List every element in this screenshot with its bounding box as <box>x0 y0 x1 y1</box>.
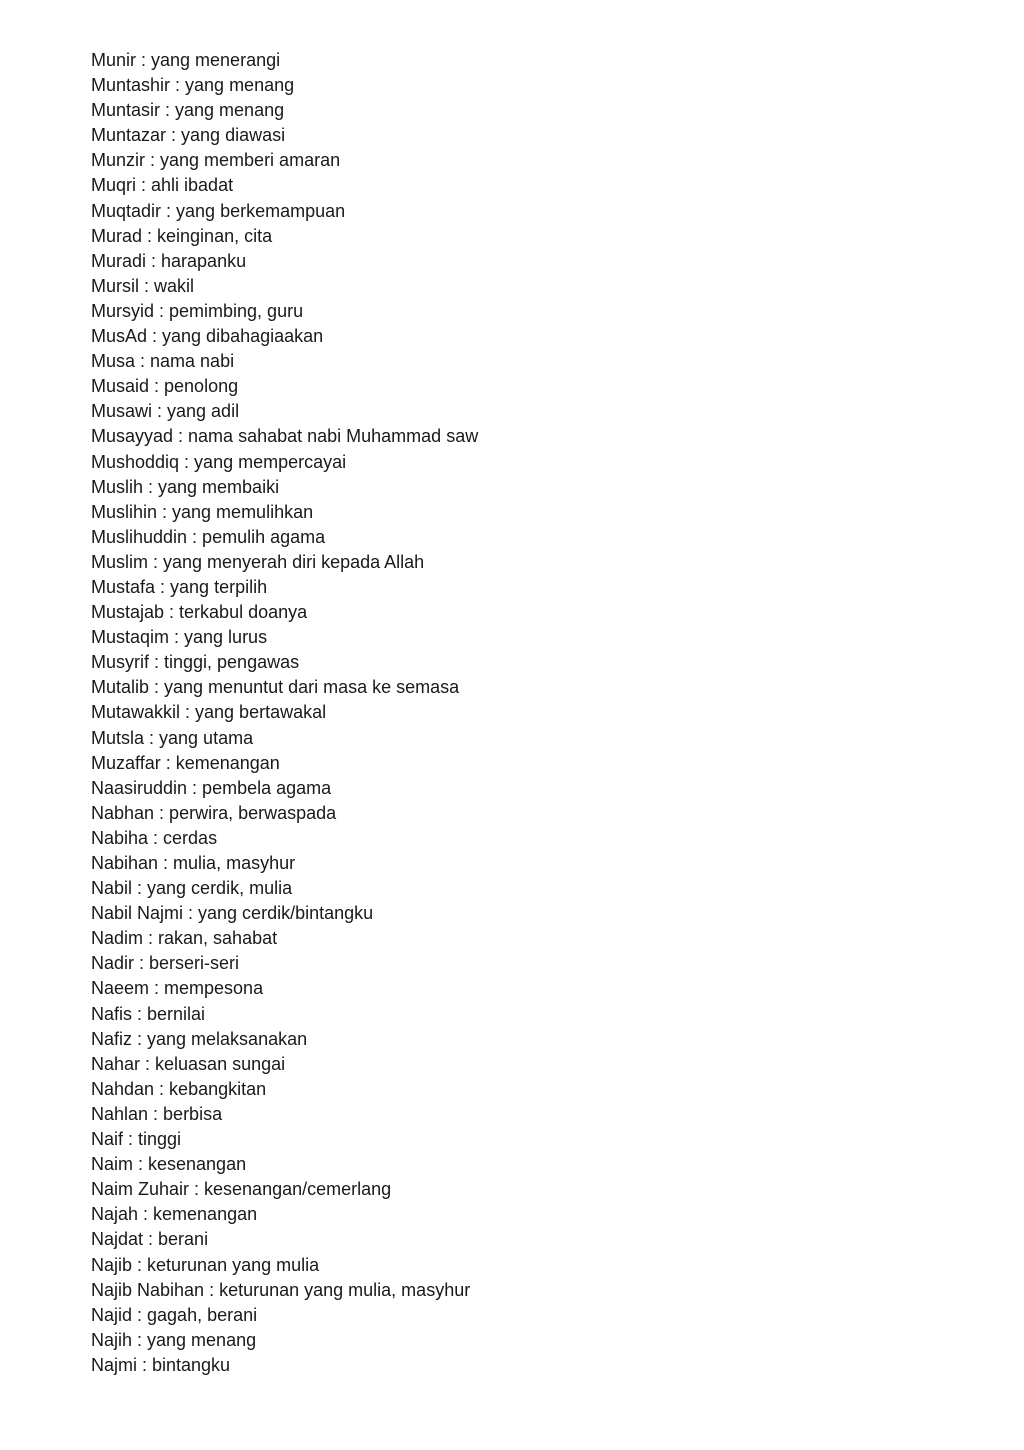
list-item: Murad : keinginan, cita <box>91 225 273 246</box>
list-item: Nadir : berseri-seri <box>91 953 240 974</box>
list-item: Munir : yang menerangi <box>91 50 281 70</box>
list-item: Najah : kemenangan <box>91 1204 258 1225</box>
list-item: Nabil Najmi : yang cerdik/bintangku <box>91 903 374 924</box>
list-item: Musa : nama nabi <box>91 351 235 372</box>
list-item: Naif : tinggi <box>91 1129 182 1150</box>
name-meaning-list <box>91 48 478 1378</box>
list-item: Muradi : harapanku <box>91 250 247 271</box>
list-item: Naasiruddin : pembela agama <box>91 777 332 798</box>
list-item: Mushoddiq : yang mempercayai <box>91 451 347 472</box>
list-item: MusAd : yang dibahagiaakan <box>91 326 324 347</box>
list-item: Mustafa : yang terpilih <box>91 576 268 597</box>
list-item: Musawi : yang adil <box>91 401 240 422</box>
list-item: Muzaffar : kemenangan <box>91 752 280 773</box>
list-item: Mutsla : yang utama <box>91 727 254 748</box>
list-item: Muntazar : yang diawasi <box>91 125 286 146</box>
list-item: Nahdan : kebangkitan <box>91 1078 267 1099</box>
list-item: Nabiha : cerdas <box>91 827 218 848</box>
list-item: Nafiz : yang melaksanakan <box>91 1028 308 1049</box>
list-item: Najmi : bintangku <box>91 1354 231 1375</box>
list-item: Mursyid : pemimbing, guru <box>91 300 304 321</box>
list-item: Najdat : berani <box>91 1229 209 1250</box>
list-item: Muntashir : yang menang <box>91 75 295 96</box>
list-item: Muslih : yang membaiki <box>91 476 280 497</box>
list-item: Muqri : ahli ibadat <box>91 175 234 196</box>
list-item: Muslihuddin : pemulih agama <box>91 526 326 547</box>
list-item: Muslihin : yang memulihkan <box>91 501 314 522</box>
list-item: Najih : yang menang <box>91 1329 257 1350</box>
list-item: Nabihan : mulia, masyhur <box>91 853 296 873</box>
list-item: Muslim : yang menyerah diri kepada Allah <box>91 551 425 572</box>
list-item: Nahar : keluasan sungai <box>91 1053 286 1074</box>
list-item: Mutawakkil : yang bertawakal <box>91 702 327 723</box>
list-item: Naim Zuhair : kesenangan/cemerlang <box>91 1179 392 1200</box>
list-item: Nadim : rakan, sahabat <box>91 928 278 949</box>
list-item: Mustaqim : yang lurus <box>91 627 268 648</box>
list-item: Mustajab : terkabul doanya <box>91 602 308 623</box>
list-item: Nabhan : perwira, berwaspada <box>91 802 337 823</box>
list-item: Najid : gagah, berani <box>91 1304 258 1325</box>
list-item: Naim : kesenangan <box>91 1154 247 1175</box>
list-item: Mutalib : yang menuntut dari masa ke semasa <box>91 677 460 698</box>
list-item: Nabil : yang cerdik, mulia <box>91 878 293 899</box>
list-item: Najib : keturunan yang mulia <box>91 1254 320 1275</box>
list-item: Najib Nabihan : keturunan yang mulia, masyhur <box>91 1279 471 1300</box>
list-item: Nafis : bernilai <box>91 1003 206 1024</box>
list-item: Mursil : wakil <box>91 275 195 296</box>
list-item: Muqtadir : yang berkemampuan <box>91 200 346 221</box>
list-item: Munzir : yang memberi amaran <box>91 150 341 171</box>
list-item: Nahlan : berbisa <box>91 1103 223 1124</box>
list-item: Muntasir : yang menang <box>91 100 285 121</box>
list-item: Musaid : penolong <box>91 376 239 397</box>
list-item: Musyrif : tinggi, pengawas <box>91 652 300 673</box>
list-item: Musayyad : nama sahabat nabi Muhammad saw <box>91 426 479 447</box>
list-item: Naeem : mempesona <box>91 978 264 999</box>
